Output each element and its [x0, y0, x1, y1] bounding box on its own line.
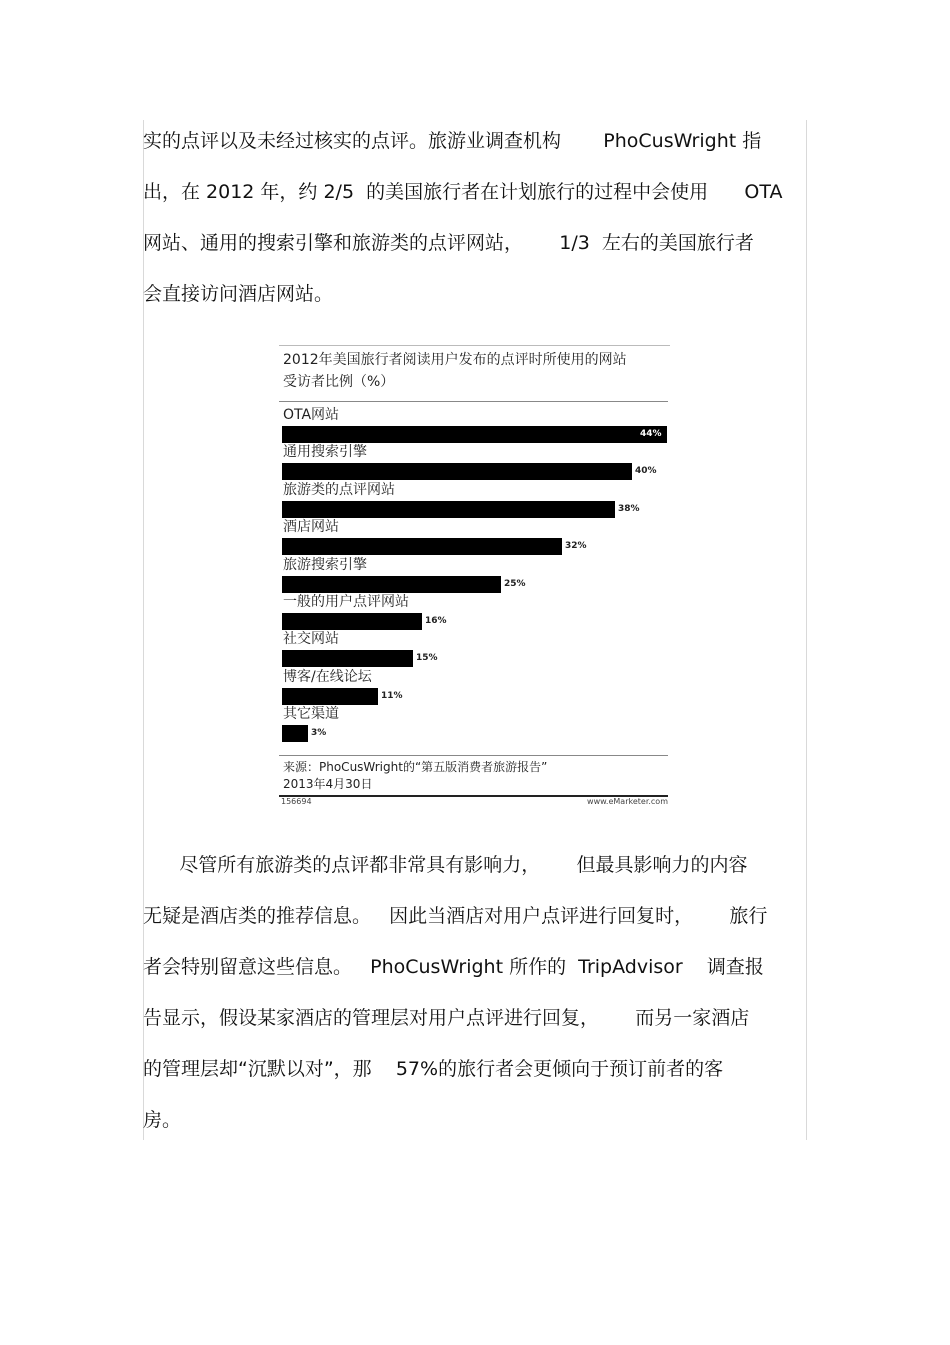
- paragraph-line: 的管理层却“沉默以对”，那 57%的旅行者会更倾向于预订前者的客: [143, 1058, 724, 1080]
- value-label: 25%: [504, 578, 526, 589]
- bar: [282, 613, 422, 630]
- bar: [282, 501, 615, 518]
- paragraph-line: 告显示，假设某家酒店的管理层对用户点评进行回复， 而另一家酒店: [143, 1007, 750, 1029]
- value-label: 11%: [381, 690, 403, 701]
- chart-source-date: 2013年4月30日: [283, 777, 373, 791]
- page-frame-right: [806, 120, 807, 1140]
- chart-source-divider: [279, 755, 668, 756]
- category-label: 社交网站: [283, 631, 339, 648]
- page-frame-left: [143, 120, 144, 1140]
- bar: [282, 576, 501, 593]
- bar: [282, 725, 308, 742]
- paragraph-line: 出，在 2012 年，约 2/5 的美国旅行者在计划旅行的过程中会使用 OTA: [143, 181, 783, 203]
- chart-footer-id: 156694: [281, 797, 312, 806]
- category-label: 博客/在线论坛: [283, 668, 372, 685]
- category-label: 旅游搜索引擎: [283, 556, 367, 573]
- category-label: 一般的用户点评网站: [283, 594, 409, 610]
- value-label: 40%: [635, 466, 657, 477]
- paragraph-line: 会直接访问酒店网站。: [143, 283, 334, 305]
- bar: [282, 538, 562, 555]
- value-label: 15%: [416, 653, 438, 664]
- value-label: 38%: [618, 503, 640, 514]
- chart-title: 2012年美国旅行者阅读用户发布的点评时所使用的网站: [283, 352, 627, 368]
- value-label: 44%: [640, 429, 662, 439]
- paragraph-line: 实的点评以及未经过核实的点评。旅游业调查机构 PhoCusWright 指: [143, 130, 762, 152]
- bar: [282, 688, 378, 705]
- chart-subtitle: 受访者比例（%）: [283, 374, 395, 390]
- bar: [282, 463, 632, 480]
- bar-chart: [279, 345, 670, 811]
- bar: [282, 650, 413, 667]
- paragraph-line: 房。: [143, 1109, 182, 1131]
- paragraph-line: 无疑是酒店类的推荐信息。 因此当酒店对用户点评进行回复时， 旅行: [143, 905, 768, 927]
- bar: [282, 426, 667, 443]
- chart-header-divider: [279, 401, 668, 402]
- chart-source: 来源：PhoCusWright的“第五版消费者旅游报告”: [283, 760, 548, 774]
- paragraph-line: 者会特别留意这些信息。 PhoCusWright 所作的 TripAdvisor 调查报: [143, 956, 764, 978]
- category-label: 旅游类的点评网站: [283, 481, 395, 498]
- chart-footer-brand: www.eMarketer.com: [587, 797, 668, 806]
- paragraph-line: 尽管所有旅游类的点评都非常具有影响力， 但最具影响力的内容: [143, 854, 748, 876]
- category-label: 通用搜索引擎: [283, 444, 367, 461]
- category-label: 酒店网站: [283, 519, 339, 536]
- paragraph-line: 网站、通用的搜索引擎和旅游类的点评网站， 1/3 左右的美国旅行者: [143, 232, 754, 254]
- value-label: 32%: [565, 541, 587, 552]
- category-label: OTA网站: [283, 407, 340, 423]
- category-label: 其它渠道: [283, 706, 339, 723]
- value-label: 3%: [311, 728, 327, 739]
- value-label: 16%: [425, 616, 447, 626]
